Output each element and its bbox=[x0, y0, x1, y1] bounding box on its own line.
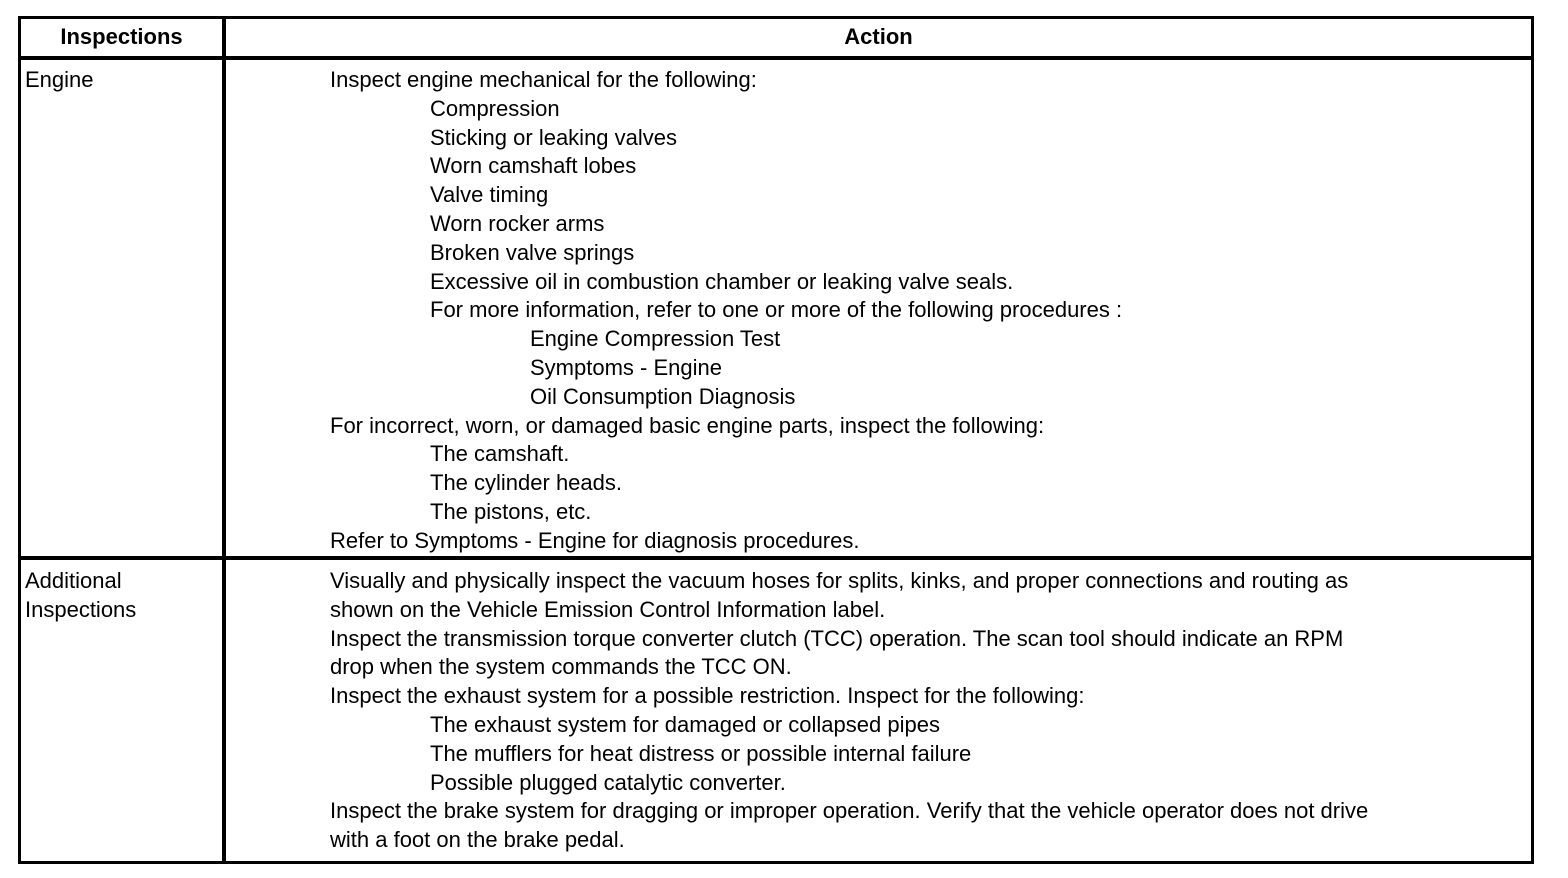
action-line: The mufflers for heat distress or possible internal failure bbox=[430, 740, 972, 766]
inspection-table bbox=[18, 16, 1534, 864]
column-divider bbox=[222, 16, 226, 864]
action-line: Excessive oil in combustion chamber or leaking valve seals. bbox=[430, 268, 1014, 294]
action-line: with a foot on the brake pedal. bbox=[330, 827, 625, 853]
inspection-label-line: Engine bbox=[25, 67, 94, 92]
action-line: The camshaft. bbox=[430, 441, 570, 467]
inspection-label-line: Additional bbox=[25, 568, 122, 593]
action-line: Inspect the transmission torque converter clutch (TCC) operation. The scan tool should indicate an RPM bbox=[330, 625, 1344, 651]
action-line: Symptoms - Engine bbox=[530, 354, 722, 380]
row-divider bbox=[18, 556, 1534, 560]
action-line: Broken valve springs bbox=[430, 239, 635, 265]
action-line: Inspect the exhaust system for a possible restriction. Inspect for the following: bbox=[330, 683, 1085, 709]
action-line: Engine Compression Test bbox=[530, 326, 781, 352]
action-cell-additional bbox=[330, 567, 1368, 855]
action-line: Sticking or leaking valves bbox=[430, 124, 678, 150]
header-action: Action bbox=[844, 24, 913, 49]
action-cell-engine bbox=[330, 66, 1122, 556]
action-line: Inspect engine mechanical for the following: bbox=[330, 67, 757, 92]
inspection-cell-engine bbox=[25, 66, 94, 95]
action-line: The pistons, etc. bbox=[430, 498, 592, 524]
action-line: The exhaust system for damaged or collapsed pipes bbox=[430, 711, 940, 737]
action-line: Worn rocker arms bbox=[430, 210, 605, 236]
header-divider bbox=[18, 56, 1534, 60]
action-line: drop when the system commands the TCC ON. bbox=[330, 654, 792, 680]
action-line: Possible plugged catalytic converter. bbox=[430, 769, 786, 795]
action-line: Worn camshaft lobes bbox=[430, 153, 637, 179]
action-line: The cylinder heads. bbox=[430, 470, 622, 496]
action-line: For incorrect, worn, or damaged basic engine parts, inspect the following: bbox=[330, 412, 1045, 438]
action-line: Valve timing bbox=[430, 182, 549, 208]
action-line: Compression bbox=[430, 95, 560, 121]
header-inspections: Inspections bbox=[60, 24, 183, 49]
action-line: Refer to Symptoms - Engine for diagnosis procedures. bbox=[330, 527, 860, 553]
action-line: Inspect the brake system for dragging or improper operation. Verify that the vehicle operator does not drive bbox=[330, 798, 1369, 824]
action-line: Visually and physically inspect the vacuum hoses for splits, kinks, and proper connections and routing as bbox=[330, 568, 1349, 593]
action-line: For more information, refer to one or more of the following procedures : bbox=[430, 297, 1123, 323]
action-line: shown on the Vehicle Emission Control Information label. bbox=[330, 596, 886, 622]
inspection-cell-additional bbox=[25, 567, 136, 625]
inspection-label-line: Inspections bbox=[25, 596, 137, 622]
action-line: Oil Consumption Diagnosis bbox=[530, 383, 796, 409]
